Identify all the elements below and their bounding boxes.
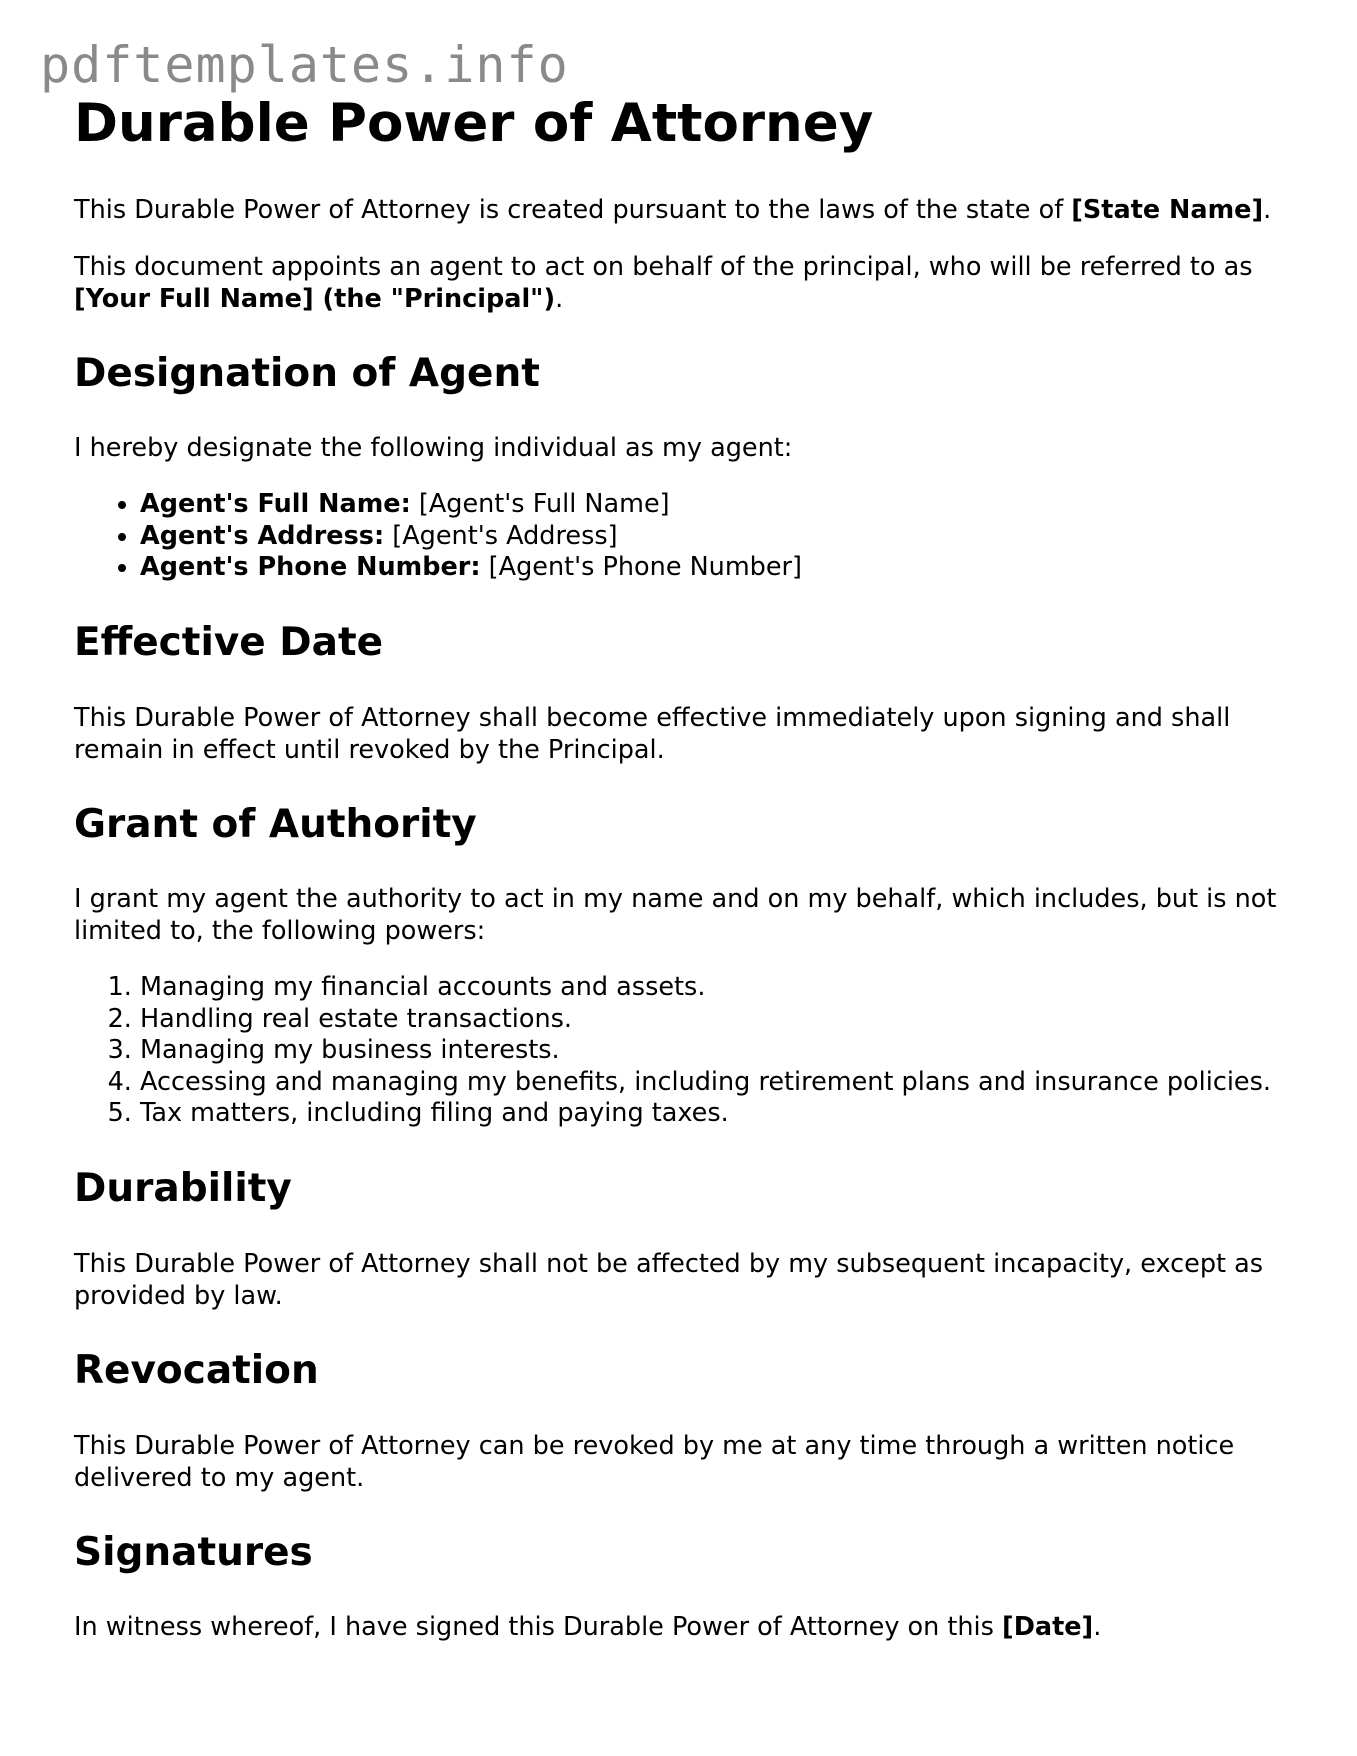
designation-paragraph: I hereby designate the following individual as my agent:: [74, 433, 793, 464]
powers-list: [74, 972, 1289, 1130]
authority-paragraph: I grant my agent the authority to act in my name and on my behalf, which includes, but is not limited to, the following powers:: [74, 884, 1277, 947]
list-item: 4. Accessing and managing my benefits, including retirement plans and insurance policies.: [140, 1067, 1289, 1099]
intro-text: This document appoints an agent to act on behalf of the principal, who will be referred to as: [74, 251, 1253, 282]
section-heading-signatures: Signatures: [74, 1529, 313, 1575]
signatures-paragraph: [74, 1611, 1289, 1643]
agent-field-label: Agent's Full Name:: [140, 489, 411, 520]
intro-period: .: [555, 283, 564, 314]
list-item: [140, 489, 1289, 521]
section-heading-designation: Designation of Agent: [74, 350, 540, 396]
principal-name-placeholder: [Your Full Name] (the "Principal"): [74, 283, 556, 314]
section-heading-effective-date: Effective Date: [74, 619, 384, 665]
revocation-paragraph: This Durable Power of Attorney can be revoked by me at any time through a written notice delivered to my agent.: [74, 1430, 1235, 1493]
agent-details-list: [74, 489, 1289, 584]
intro-period: .: [1263, 194, 1272, 225]
section-heading-authority: Grant of Authority: [74, 801, 477, 847]
section-heading-durability: Durability: [74, 1165, 292, 1211]
signatures-text: In witness whereof, I have signed this Durable Power of Attorney on this: [74, 1612, 1003, 1643]
watermark: pdftemplates.info: [40, 36, 569, 94]
state-name-placeholder: [State Name]: [1071, 194, 1264, 225]
durability-paragraph: This Durable Power of Attorney shall not be affected by my subsequent incapacity, except as provided by law.: [74, 1248, 1264, 1311]
document-title: Durable Power of Attorney: [74, 93, 874, 154]
agent-field-label: Agent's Address:: [140, 520, 385, 551]
document-body: [74, 92, 1289, 1668]
list-item: 2. Handling real estate transactions.: [140, 1004, 1289, 1036]
signatures-period: .: [1093, 1612, 1102, 1643]
agent-field-label: Agent's Phone Number:: [140, 552, 481, 583]
intro-paragraph-state: [74, 194, 1289, 226]
effective-date-paragraph: This Durable Power of Attorney shall become effective immediately upon signing and shall remain in effect until revoked by the Principal.: [74, 702, 1231, 765]
agent-field-value: [Agent's Phone Number]: [480, 552, 802, 583]
list-item: 3. Managing my business interests.: [140, 1035, 1289, 1067]
agent-field-value: [Agent's Full Name]: [410, 489, 670, 520]
list-item: 1. Managing my financial accounts and assets.: [140, 972, 1289, 1004]
list-item: [140, 552, 1289, 584]
list-item: 5. Tax matters, including filing and paying taxes.: [140, 1098, 1289, 1130]
intro-text: This Durable Power of Attorney is created pursuant to the laws of the state of: [74, 194, 1072, 225]
intro-paragraph-principal: [74, 251, 1289, 315]
agent-field-value: [Agent's Address]: [384, 520, 618, 551]
date-placeholder: [Date]: [1002, 1612, 1094, 1643]
section-heading-revocation: Revocation: [74, 1347, 319, 1393]
list-item: [140, 521, 1289, 553]
